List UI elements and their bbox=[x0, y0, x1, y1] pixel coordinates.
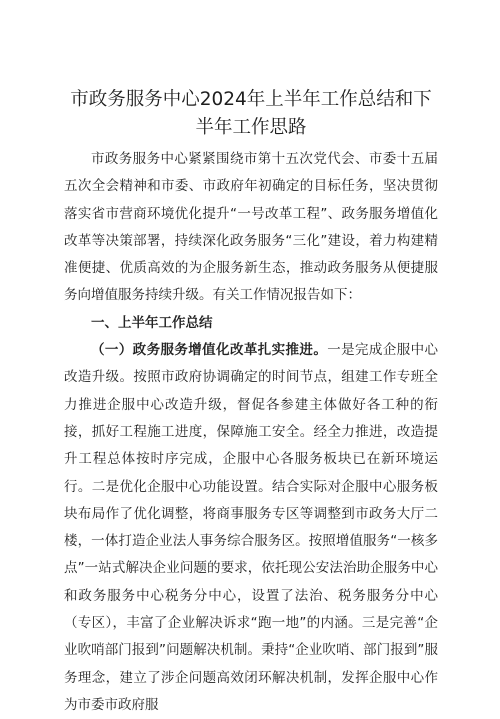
subsection-1-paragraph bbox=[64, 337, 438, 719]
title-line-2: 半年工作思路 bbox=[195, 117, 307, 138]
title-line-1: 市政务服务中心2024年上半年工作总结和下 bbox=[70, 89, 432, 110]
subsection-1-body: 一是完成企服中心改造升级。按照市政府协调确定的时间节点，组建工作专班全力推进企服中心改造升级，督促各参建主体做好各工种的衔接，抓好工程施工进度，保障施工安全。经全力推进，改造提升工程总体按时序完成，企服中心各服务板块已在新环境运行。二是优化企服中心功能设置。结合实际对企服中心服务板块布局作了优化调整，将商事服务专区等调整到市政务大厅二楼，一体打造企业法人事务综合服务区。按照增值服务“一核多点”一站式解决企业问题的要求，依托现公安法治助企服务中心和政务服务中心税务分中心，设置了法治、税务服务分中心（专区），丰富了企业解决诉求“跑一地”的内涵。三是完善“企业吹哨部门报到”问题解决机制。秉持“企业吹哨、部门报到”服务理念，建立了涉企问题高效闭环解决机制，发挥企服中心作为市委市政府服 bbox=[64, 342, 439, 713]
document-body bbox=[64, 146, 438, 719]
subsection-1-heading: （一）政务服务增值化改革扎实推进。 bbox=[91, 342, 328, 359]
document-title bbox=[64, 86, 438, 142]
intro-paragraph: 市政务服务中心紧紧围绕市第十五次党代会、市委十五届五次全会精神和市委、市政府年初确定的目标任务，坚决贯彻落实省市营商环境优化提升“一号改革工程”、政务服务增值化改革等决策部署，持续深化政务服务“三化”建设，着力构建精准便捷、优质高效的为企服务新生态，推动政务服务从便捷服务向增值服务持续升级。有关工作情况报告如下： bbox=[64, 151, 438, 304]
section-heading-1: 一、上半年工作总结 bbox=[91, 314, 213, 331]
